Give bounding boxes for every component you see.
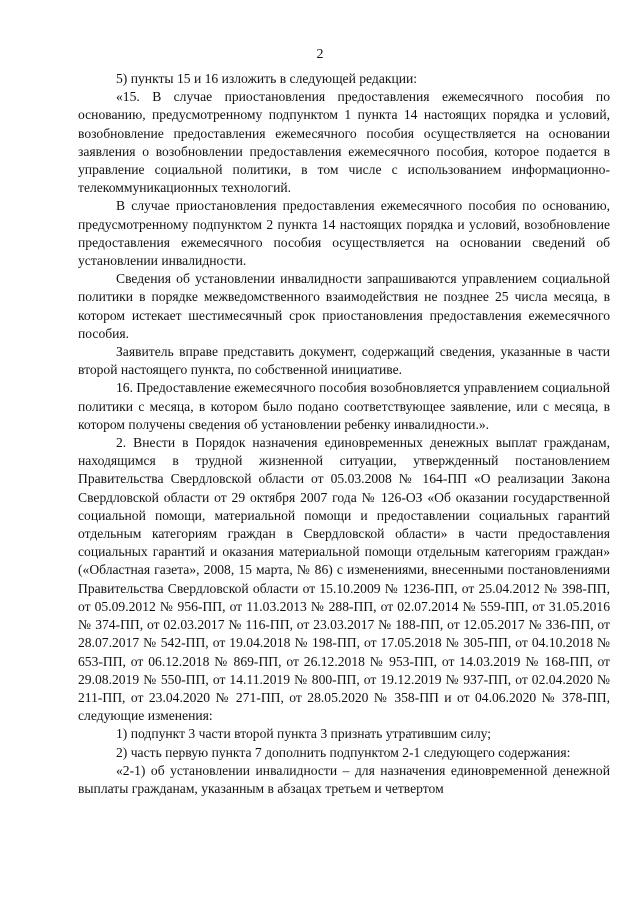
- paragraph-point-15-second: В случае приостановления предоставления ежемесячного пособия по основанию, предусмотренному подпунктом 2 пункта 14 настоящих порядка и условий, возобновление предоставления ежемесячного пособия осуществляется на основании сведений об установлении инвалидности.: [78, 198, 610, 269]
- page-number: 2: [316, 47, 324, 62]
- paragraph-applicant-right: Заявитель вправе представить документ, содержащий сведения, указанные в части второй настоящего пункта, по собственной инициативе.: [78, 344, 610, 378]
- paragraph-point-16: 16. Предоставление ежемесячного пособия возобновляется управлением социальной политики с месяца, в котором было подано соответствующее заявление, или с месяца, в котором получены сведения об установлении ребенку инвалидности.».: [78, 380, 610, 432]
- paragraph-item-5: 5) пункты 15 и 16 изложить в следующей редакции:: [116, 71, 418, 86]
- document-body: [78, 70, 610, 798]
- paragraph-subitem-2: 2) часть первую пункта 7 дополнить подпунктом 2-1 следующего содержания:: [116, 744, 571, 760]
- paragraph-subitem-1: 1) подпункт 3 части второй пункта 3 признать утратившим силу;: [116, 726, 492, 742]
- paragraph-section-2-amendments: 2. Внести в Порядок назначения единовременных денежных выплат гражданам, находящимся в трудной жизненной ситуации, утвержденный постановлением Правительства Свердловской области от 05.03.2008 № 164-ПП «О реализации Закона Свердловской области от 29 октября 2007 года № 126-ОЗ «Об оказании государственной социальной помощи, материальной помощи и предоставлении социальных гарантий отдельным категориям граждан в Свердловской области» в части предоставления социальных гарантий и оказания материальной помощи отдельным категориям граждан» («Областная газета», 2008, 15 марта, № 86) с изменениями, внесенными постановлениями Правительства Свердловской области от 15.10.2009 № 1236-ПП, от 25.04.2012 № 398-ПП, от 05.09.2012 № 956-ПП, от 11.03.2013 № 288-ПП, от 02.07.2014 № 559-ПП, от 31.05.2016 № 374-ПП, от 02.03.2017 № 116-ПП, от 23.03.2017 № 188-ПП, от 12.05.2017 № 336-ПП, от 28.07.2017 № 542-ПП, от 19.04.2018 № 198-ПП, от 17.05.2018 № 305-ПП, от 04.10.2018 № 653-ПП, от 06.12.2018 № 869-ПП, от 26.12.2018 № 953-ПП, от 14.03.2019 № 168-ПП, от 29.08.2019 № 550-ПП, от 14.11.2019 № 800-ПП, от 19.12.2019 № 937-ПП, от 02.04.2020 № 211-ПП, от 23.04.2020 № 271-ПП, от 28.05.2020 № 358-ПП и от 04.06.2020 № 378-ПП, следующие изменения:: [78, 435, 610, 724]
- paragraph-disability-info-request: Сведения об установлении инвалидности запрашиваются управлением социальной политики в порядке межведомственного взаимодействия не позднее 25 числа месяца, в котором истекает шестимесячный срок приостановления предоставления ежемесячного пособия.: [78, 271, 610, 341]
- paragraph-point-15-first: «15. В случае приостановления предоставления ежемесячного пособия по основанию, предусмотренному подпунктом 1 пункта 14 настоящих порядка и условий, возобновление предоставления ежемесячного пособия осуществляется на основании заявления о возобновлении предоставления ежемесячного пособия, которое подается в управление социальной политики, в том числе с использованием информационно-телекоммуникационных технологий.: [78, 89, 610, 196]
- paragraph-subitem-2-1: «2-1) об установлении инвалидности – для назначения единовременной денежной выплаты гражданам, указанным в абзацах третьем и четвертом: [78, 762, 610, 796]
